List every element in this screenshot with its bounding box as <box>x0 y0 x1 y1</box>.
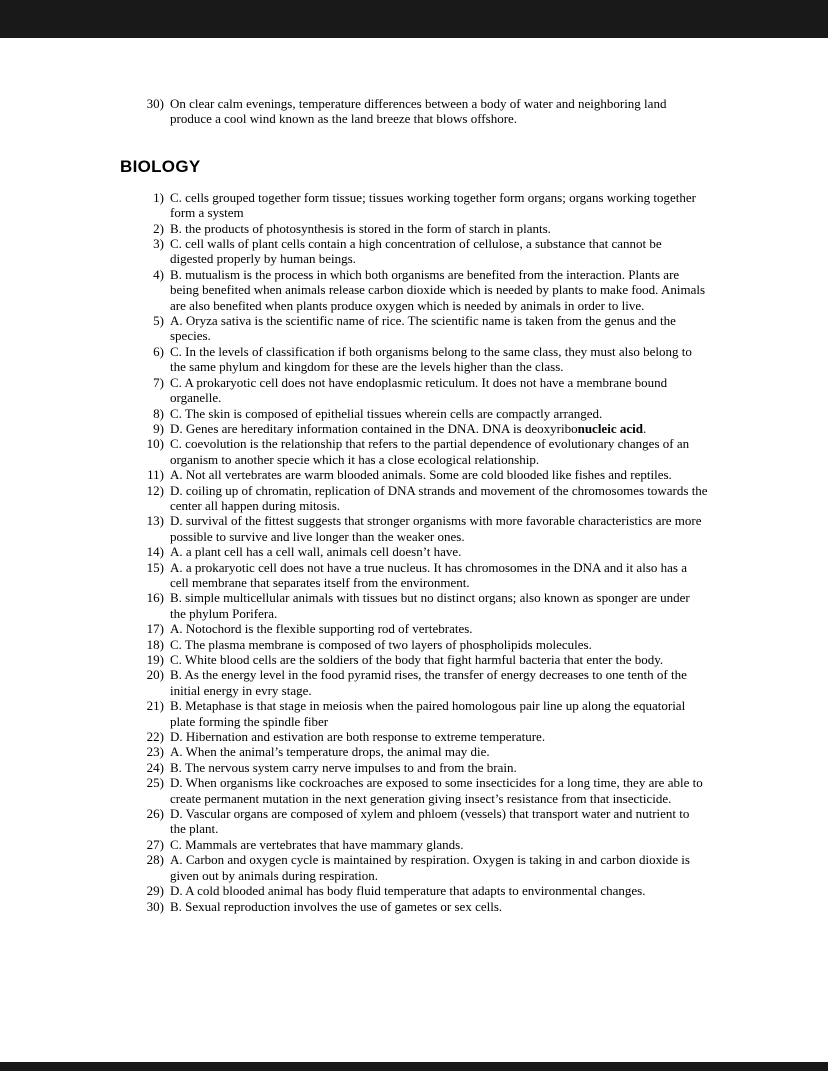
list-item <box>120 775 708 806</box>
list-item <box>120 236 708 267</box>
answer-number: 27) <box>146 836 164 852</box>
answer-number: 1) <box>153 189 164 205</box>
answer-text: C. In the levels of classification if both organisms belong to the same class, they must also belong to the same phylum and kingdom for these are the levels higher than the class. <box>170 343 692 375</box>
list-item <box>120 667 708 698</box>
answer-text: B. Sexual reproduction involves the use of gametes or sex cells. <box>170 898 503 914</box>
answer-text: B. Metaphase is that stage in meiosis when the paired homologous pair line up along the equatorial plate forming the spindle fiber <box>170 698 686 729</box>
list-item <box>120 221 708 236</box>
answer-text: C. The plasma membrane is composed of two layers of phospholipids molecules. <box>170 636 592 652</box>
list-item <box>120 467 708 482</box>
answer-text: A. When the animal’s temperature drops, the animal may die. <box>170 744 490 760</box>
document-page <box>120 96 708 914</box>
list-item <box>120 436 708 467</box>
answer-number: 8) <box>153 405 164 421</box>
answer-number: 2) <box>153 220 164 236</box>
top-dark-bar <box>0 0 828 38</box>
list-item <box>120 421 708 436</box>
answer-number: 14) <box>146 544 164 560</box>
answer-text: A. a plant cell has a cell wall, animals cell doesn’t have. <box>170 544 462 560</box>
answer-text: C. coevolution is the relationship that refers to the partial dependence of evolutionary changes of an organism to another specie which it has a close ecological relationship. <box>170 436 690 467</box>
answer-text: D. Hibernation and estivation are both response to extreme temperature. <box>170 729 546 745</box>
list-item <box>120 513 708 544</box>
list-item <box>120 806 708 837</box>
list-item <box>120 267 708 313</box>
list-item <box>120 375 708 406</box>
list-item <box>120 852 708 883</box>
list-item <box>120 560 708 591</box>
section-heading: BIOLOGY <box>120 156 201 176</box>
answer-text: B. the products of photosynthesis is stored in the form of starch in plants. <box>170 220 551 236</box>
list-item <box>120 837 708 852</box>
answer-text: B. As the energy level in the food pyramid rises, the transfer of energy decreases to one tenth of the initial energy in evry stage. <box>170 667 687 698</box>
answer-text: D. When organisms like cockroaches are exposed to some insecticides for a long time, they are able to create permanent mutation in the next generation giving insect’s resistance from that insecticide. <box>170 775 703 806</box>
answer-number: 30) <box>146 96 164 111</box>
list-item <box>120 883 708 898</box>
answer-number: 15) <box>146 559 164 575</box>
answer-text: B. The nervous system carry nerve impulses to and from the brain. <box>170 759 517 775</box>
previous-section-last-item <box>120 96 708 127</box>
answer-number: 21) <box>146 698 164 714</box>
answer-number: 30) <box>146 898 164 914</box>
answer-text: A. a prokaryotic cell does not have a true nucleus. It has chromosomes in the DNA and it also has a cell membrane that separates itself from the environment. <box>170 559 687 590</box>
answer-number: 11) <box>147 467 164 483</box>
answer-number: 9) <box>153 420 164 436</box>
answer-text: D. coiling up of chromatin, replication of DNA strands and movement of the chromosomes towards the center all happen during mitosis. <box>170 482 708 513</box>
list-item <box>120 760 708 775</box>
answer-number: 28) <box>146 852 164 868</box>
answer-text: A. Not all vertebrates are warm blooded animals. Some are cold blooded like fishes and reptiles. <box>170 467 672 483</box>
answer-number: 25) <box>146 775 164 791</box>
answer-number: 26) <box>146 806 164 822</box>
answer-number: 12) <box>146 482 164 498</box>
answer-number: 5) <box>153 313 164 329</box>
list-item <box>120 406 708 421</box>
answer-number: 3) <box>153 236 164 252</box>
answer-text: C. White blood cells are the soldiers of the body that fight harmful bacteria that enter the body. <box>170 652 664 667</box>
list-item <box>120 344 708 375</box>
answer-number: 7) <box>153 374 164 390</box>
answer-text: A. Oryza sativa is the scientific name of rice. The scientific name is taken from the genus and the species. <box>170 313 676 344</box>
answer-text: C. Mammals are vertebrates that have mammary glands. <box>170 836 464 852</box>
list-item <box>120 313 708 344</box>
answer-text: C. The skin is composed of epithelial tissues wherein cells are compactly arranged. <box>170 405 603 421</box>
answer-number: 20) <box>146 667 164 683</box>
answer-number: 13) <box>146 513 164 529</box>
answer-text: D. survival of the fittest suggests that stronger organisms with more favorable characteristics are more possible to survive and live longer than the weaker ones. <box>170 513 702 544</box>
list-item <box>120 544 708 559</box>
list-item <box>120 190 708 221</box>
answer-text: D. A cold blooded animal has body fluid temperature that adapts to environmental changes. <box>170 883 646 899</box>
answers-list <box>120 190 708 914</box>
list-item <box>120 621 708 636</box>
answer-number: 18) <box>146 636 164 652</box>
list-item <box>120 729 708 744</box>
bottom-dark-bar <box>0 1062 828 1071</box>
answer-number: 17) <box>146 621 164 637</box>
answer-text: C. cells grouped together form tissue; tissues working together form organs; organs working together form a system <box>170 189 696 221</box>
list-item <box>120 899 708 914</box>
list-item <box>120 698 708 729</box>
answer-number: 16) <box>146 590 164 606</box>
answer-text: A. Carbon and oxygen cycle is maintained by respiration. Oxygen is taking in and carbon dioxide is given out by animals during respiration. <box>170 852 690 883</box>
answer-text: A. Notochord is the flexible supporting rod of vertebrates. <box>170 621 473 637</box>
answer-number: 23) <box>146 744 164 760</box>
list-item <box>120 483 708 514</box>
answer-text: D. Vascular organs are composed of xylem and phloem (vessels) that transport water and nutrient to the plant. <box>170 806 690 837</box>
answer-number: 19) <box>146 652 164 667</box>
answer-number: 24) <box>146 759 164 775</box>
answer-text: C. A prokaryotic cell does not have endoplasmic reticulum. It does not have a membrane bound organelle. <box>170 374 668 406</box>
answer-text: D. Genes are hereditary information contained in the DNA. DNA is deoxyribonucleic acid. <box>170 420 647 436</box>
answer-text: On clear calm evenings, temperature differences between a body of water and neighboring land produce a cool wind known as the land breeze that blows offshore. <box>170 96 667 127</box>
list-item <box>120 637 708 652</box>
answer-number: 22) <box>146 729 164 745</box>
list-item <box>120 744 708 759</box>
list-item <box>120 652 708 667</box>
answer-number: 10) <box>146 436 164 452</box>
answer-text: C. cell walls of plant cells contain a high concentration of cellulose, a substance that cannot be digested properly by human beings. <box>170 236 662 267</box>
list-item <box>120 590 708 621</box>
answer-number: 4) <box>153 266 164 282</box>
answer-text: B. mutualism is the process in which both organisms are benefited from the interaction. Plants are being benefited when animals release carbon dioxide which is needed by plants to make food. Animals are also benefited when plants produce oxygen which is needed by animals in order to live. <box>170 266 706 313</box>
answer-number: 29) <box>146 883 164 899</box>
answer-number: 6) <box>153 343 164 359</box>
answer-text: B. simple multicellular animals with tissues but no distinct organs; also known as sponger are under the phylum Porifera. <box>170 590 690 621</box>
